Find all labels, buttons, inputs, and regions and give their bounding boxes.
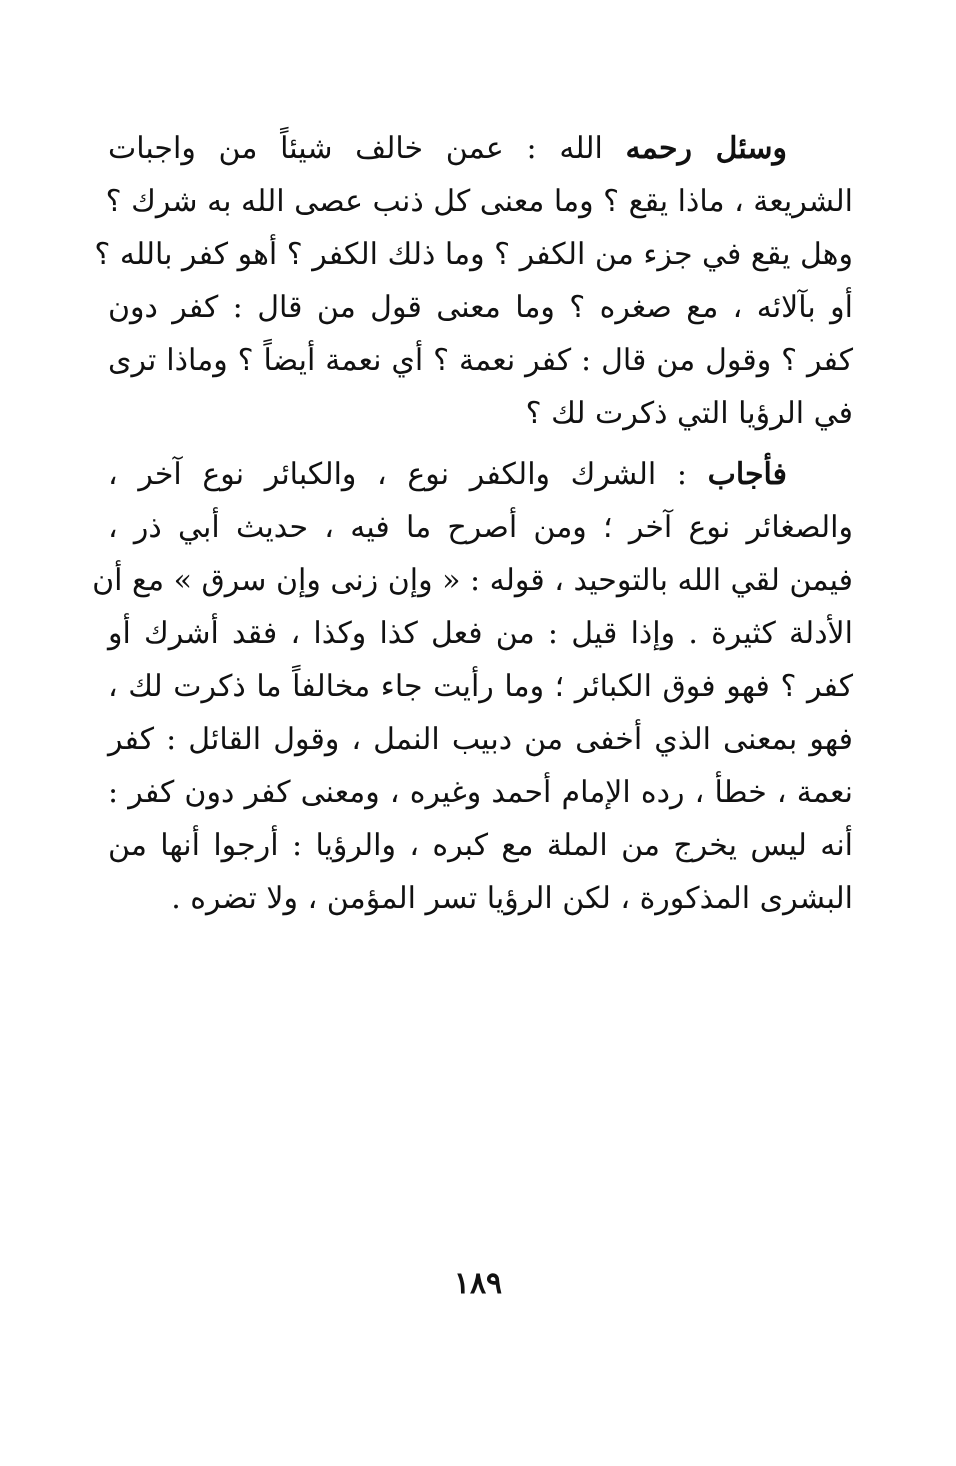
- answer-line-9: البشرى المذكورة ، لكن الرؤيا تسر المؤمن ، ولا تضره .: [171, 881, 853, 916]
- answer-line-8: أنه ليس يخرج من الملة مع كبره ، والرؤيا : أرجوا أنها من: [108, 828, 853, 863]
- question-paragraph: [94, 122, 853, 440]
- question-line-3: وهل يقع في جزء من الكفر ؟ وما ذلك الكفر ؟ أهو كفر بالله ؟: [94, 237, 853, 272]
- question-line-2: الشريعة ، ماذا يقع ؟ وما معنى كل ذنب عصى الله به شرك ؟: [105, 184, 853, 219]
- answer-line-6: فهو بمعنى الذي أخفى من دبيب النمل ، وقول القائل : كفر: [108, 722, 853, 757]
- answer-line-3: فيمن لقي الله بالتوحيد ، قوله : « وإن زنى وإن سرق » مع أن: [92, 563, 853, 598]
- question-lead: وسئل رحمه: [625, 131, 787, 166]
- question-line-6: في الرؤيا التي ذكرت لك ؟: [525, 396, 853, 431]
- answer-line-7: نعمة ، خطأ ، رده الإمام أحمد وغيره ، ومعنى كفر دون كفر :: [108, 775, 853, 810]
- answer-line-1-text: : الشرك والكفر نوع ، والكبائر نوع آخر ،: [108, 457, 687, 492]
- answer-line-1: [108, 448, 853, 501]
- answer-paragraph: [92, 448, 853, 925]
- question-line-1: [108, 122, 853, 175]
- question-line-5: كفر ؟ وقول من قال : كفر نعمة ؟ أي نعمة أيضاً ؟ وماذا ترى: [108, 343, 853, 378]
- answer-line-4: الأدلة كثيرة . وإذا قيل : من فعل كذا وكذا ، فقد أشرك أو: [108, 616, 853, 651]
- question-line-1-text: الله : عمن خالف شيئاً من واجبات: [108, 131, 603, 166]
- answer-lead: فأجاب: [707, 457, 787, 492]
- answer-line-5: كفر ؟ فهو فوق الكبائر ؛ وما رأيت جاء مخالفاً ما ذكرت لك ،: [108, 669, 853, 704]
- answer-line-2: والصغائر نوع آخر ؛ ومن أصرح ما فيه ، حديث أبي ذر ،: [108, 510, 853, 545]
- page-number: ١٨٩: [453, 1266, 503, 1301]
- question-line-4: أو بآلائه ، مع صغره ؟ وما معنى قول من قال : كفر دون: [108, 290, 853, 325]
